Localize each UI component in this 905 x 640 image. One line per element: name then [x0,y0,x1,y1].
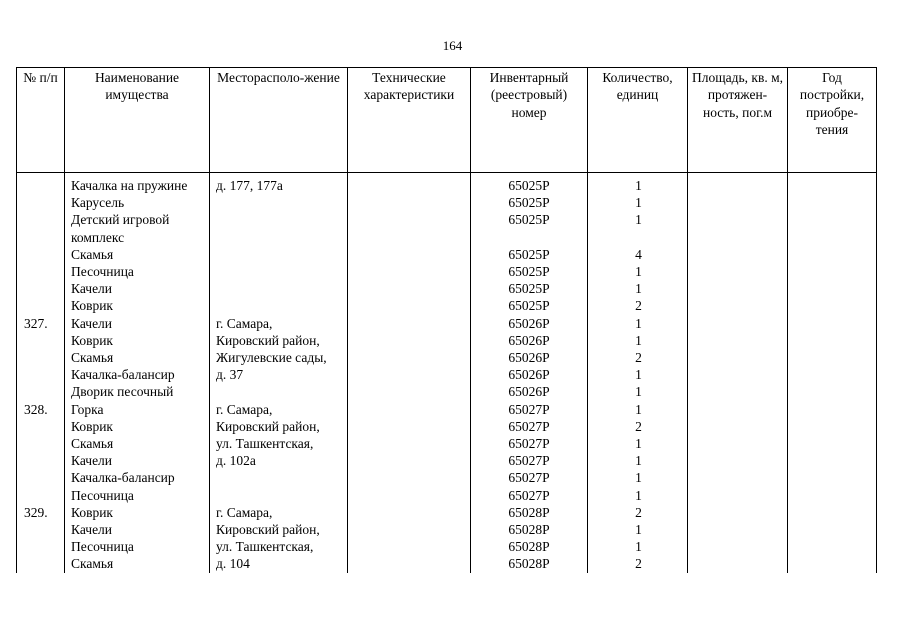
item-tech [348,538,471,555]
table-row [17,538,877,555]
item-inventory-number: 65027Р [471,487,588,504]
item-inventory-number: 65027Р [471,469,588,486]
item-inventory-number: 65027Р [471,418,588,435]
item-year [788,280,877,297]
item-location: д. 104 [210,555,348,572]
item-tech [348,452,471,469]
item-year [788,297,877,314]
item-tech [348,280,471,297]
item-name: Скамья [65,246,210,263]
item-tech [348,177,471,194]
item-quantity: 1 [588,177,688,194]
item-inventory-number: 65025Р [471,263,588,280]
table-row [17,332,877,349]
item-tech [348,401,471,418]
item-name: Песочница [65,538,210,555]
row-number [17,280,65,297]
item-year [788,401,877,418]
table-row [17,211,877,228]
item-location: ул. Ташкентская, [210,435,348,452]
item-location [210,469,348,486]
item-inventory-number: 65026Р [471,332,588,349]
item-tech [348,504,471,521]
table-row [17,401,877,418]
item-quantity: 4 [588,246,688,263]
item-area [688,487,788,504]
item-location [210,246,348,263]
item-name: Карусель [65,194,210,211]
item-area [688,332,788,349]
table-row [17,487,877,504]
item-name: Качалка-балансир [65,469,210,486]
item-name: Скамья [65,435,210,452]
header-name: Наименование имущества [65,68,210,173]
item-tech [348,194,471,211]
table-row [17,366,877,383]
header-area: Площадь, кв. м, протяжен-ность, пог.м [688,68,788,173]
item-location: г. Самара, [210,504,348,521]
item-quantity: 1 [588,332,688,349]
table-row [17,452,877,469]
table-row [17,521,877,538]
row-number [17,452,65,469]
table-row [17,349,877,366]
item-tech [348,366,471,383]
table-row [17,280,877,297]
item-area [688,297,788,314]
item-name: Скамья [65,555,210,572]
table-row [17,263,877,280]
row-number: 327. [17,315,65,332]
item-tech [348,435,471,452]
item-quantity: 1 [588,521,688,538]
item-name: Качели [65,315,210,332]
item-area [688,194,788,211]
item-name: Коврик [65,297,210,314]
table-header [17,68,877,173]
header-inventory: Инвентарный (реестровый) номер [471,68,588,173]
item-quantity: 1 [588,469,688,486]
item-quantity: 1 [588,383,688,400]
item-year [788,177,877,194]
item-name: Коврик [65,418,210,435]
item-inventory-number: 65028Р [471,538,588,555]
item-quantity: 2 [588,349,688,366]
item-tech [348,263,471,280]
item-name: Качели [65,521,210,538]
item-year [788,469,877,486]
item-quantity: 2 [588,504,688,521]
row-number: 328. [17,401,65,418]
item-tech [348,418,471,435]
item-location: г. Самара, [210,315,348,332]
item-area [688,246,788,263]
item-name: Качалка-балансир [65,366,210,383]
table-row [17,315,877,332]
item-location: г. Самара, [210,401,348,418]
row-number [17,538,65,555]
item-year [788,418,877,435]
item-area [688,177,788,194]
item-year [788,555,877,572]
item-year [788,349,877,366]
table-row [17,469,877,486]
item-location [210,280,348,297]
item-name: Скамья [65,349,210,366]
item-year [788,229,877,246]
item-tech [348,469,471,486]
item-location: Жигулевские сады, [210,349,348,366]
row-number [17,177,65,194]
row-number [17,469,65,486]
item-inventory-number: 65027Р [471,435,588,452]
row-number [17,194,65,211]
item-name: Горка [65,401,210,418]
item-quantity: 1 [588,211,688,228]
item-name: Качели [65,280,210,297]
item-name: Коврик [65,504,210,521]
item-tech [348,315,471,332]
item-inventory-number: 65027Р [471,401,588,418]
item-quantity: 2 [588,297,688,314]
row-number [17,349,65,366]
item-year [788,194,877,211]
item-name: Дворик песочный [65,383,210,400]
item-year [788,452,877,469]
item-area [688,229,788,246]
item-name: Качели [65,452,210,469]
row-number [17,246,65,263]
item-quantity: 1 [588,538,688,555]
item-inventory-number: 65025Р [471,246,588,263]
item-area [688,555,788,572]
item-quantity: 2 [588,555,688,572]
item-area [688,418,788,435]
item-inventory-number: 65028Р [471,504,588,521]
item-location: Кировский район, [210,521,348,538]
item-year [788,332,877,349]
item-inventory-number [471,229,588,246]
item-year [788,487,877,504]
item-tech [348,211,471,228]
item-inventory-number: 65025Р [471,211,588,228]
item-location [210,229,348,246]
item-inventory-number: 65025Р [471,177,588,194]
item-name: комплекс [65,229,210,246]
table-row [17,297,877,314]
item-tech [348,349,471,366]
item-year [788,521,877,538]
item-area [688,435,788,452]
item-year [788,263,877,280]
item-location: д. 177, 177а [210,177,348,194]
item-quantity: 1 [588,280,688,297]
item-location: Кировский район, [210,418,348,435]
item-inventory-number: 65026Р [471,383,588,400]
item-quantity: 1 [588,315,688,332]
item-quantity [588,229,688,246]
item-quantity: 2 [588,418,688,435]
item-name: Песочница [65,263,210,280]
header-year: Год постройки, приобре-тения [788,68,877,173]
item-quantity: 1 [588,452,688,469]
item-quantity: 1 [588,435,688,452]
item-location: д. 102а [210,452,348,469]
item-tech [348,521,471,538]
item-area [688,263,788,280]
item-location [210,263,348,280]
item-area [688,401,788,418]
row-number [17,332,65,349]
page-number: 164 [442,38,463,53]
item-location [210,194,348,211]
item-area [688,452,788,469]
item-tech [348,555,471,572]
item-inventory-number: 65025Р [471,194,588,211]
table-row [17,177,877,194]
item-quantity: 1 [588,263,688,280]
item-location [210,383,348,400]
item-quantity: 1 [588,401,688,418]
item-inventory-number: 65027Р [471,452,588,469]
item-name: Коврик [65,332,210,349]
table-body [17,173,877,573]
item-name: Качалка на пружине [65,177,210,194]
item-name: Песочница [65,487,210,504]
item-inventory-number: 65026Р [471,366,588,383]
row-number [17,521,65,538]
table-row [17,418,877,435]
row-number [17,487,65,504]
item-area [688,504,788,521]
item-year [788,538,877,555]
item-inventory-number: 65025Р [471,297,588,314]
item-year [788,315,877,332]
item-location: ул. Ташкентская, [210,538,348,555]
item-area [688,469,788,486]
row-number: 329. [17,504,65,521]
item-tech [348,297,471,314]
item-area [688,521,788,538]
row-number [17,229,65,246]
header-tech: Технические характеристики [348,68,471,173]
header-location: Месторасполо-жение [210,68,348,173]
row-number [17,263,65,280]
item-area [688,349,788,366]
item-year [788,246,877,263]
item-inventory-number: 65028Р [471,521,588,538]
item-area [688,211,788,228]
item-inventory-number: 65026Р [471,349,588,366]
item-year [788,435,877,452]
table-row [17,435,877,452]
item-area [688,315,788,332]
row-number [17,383,65,400]
row-number [17,435,65,452]
item-area [688,383,788,400]
item-tech [348,332,471,349]
item-tech [348,229,471,246]
property-table [16,67,877,573]
item-year [788,504,877,521]
item-inventory-number: 65026Р [471,315,588,332]
item-inventory-number: 65028Р [471,555,588,572]
item-quantity: 1 [588,194,688,211]
table-row [17,504,877,521]
item-location: д. 37 [210,366,348,383]
header-num: № п/п [17,68,65,173]
row-number [17,297,65,314]
table-row [17,383,877,400]
table-row [17,229,877,246]
row-number [17,211,65,228]
table-row [17,555,877,572]
item-area [688,538,788,555]
item-year [788,211,877,228]
item-year [788,383,877,400]
item-location [210,297,348,314]
row-number [17,418,65,435]
table-row [17,246,877,263]
item-area [688,366,788,383]
item-location: Кировский район, [210,332,348,349]
item-year [788,366,877,383]
item-quantity: 1 [588,487,688,504]
item-name: Детский игровой [65,211,210,228]
item-location [210,487,348,504]
header-quantity: Количество, единиц [588,68,688,173]
item-location [210,211,348,228]
table-row [17,194,877,211]
item-quantity: 1 [588,366,688,383]
item-inventory-number: 65025Р [471,280,588,297]
item-tech [348,246,471,263]
item-tech [348,487,471,504]
item-area [688,280,788,297]
item-tech [348,383,471,400]
row-number [17,555,65,572]
row-number [17,366,65,383]
